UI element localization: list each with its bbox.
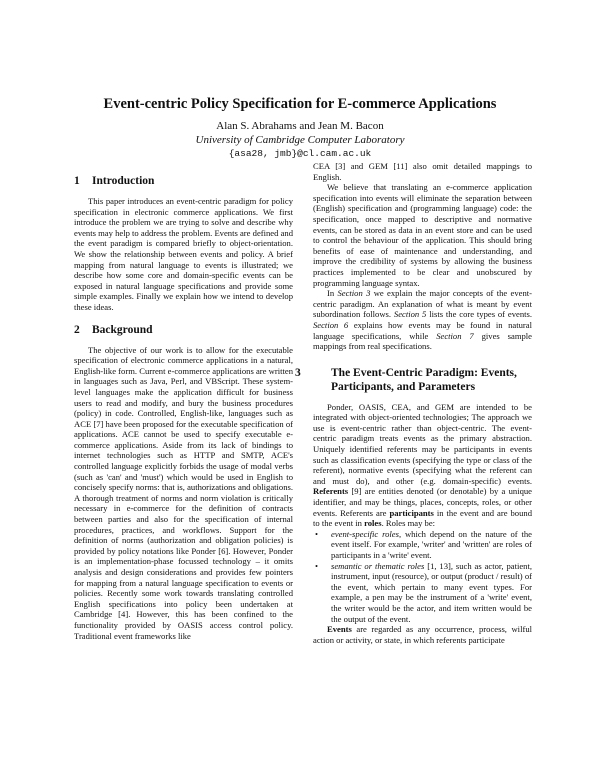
background-paragraph: The objective of our work is to allow for the executable specification of electronic commerce applications in a natural, English-like form. Current e-commerce applications are written in languages such as Java, Perl, and VBScript. These system-level languages make the application difficult for business users to read and modify, and bury the business procedures (policy) in code. Controlled, English-like, languages such as ACE [7] have been proposed for the executable specification of applications. ACE cannot be used to specify executable e-commerce applications. Aside from its lack of bindings to internet technologies such as HTTP and SMTP, ACE's controlled language explicitly forbids the usage of modal verbs (such as 'can' and 'must') which would be used in English to concisely specify norms: that is, authorizations and obligations. A thorough treatment of norms and norm violation is critically necessary in e-commerce for the definition of contracts between parties and also for the specification of internal procedures, practices, and workflows. Support for the definition of norms (authorization and obligation policies) is provided by policy notations like Ponder [6]. However, Ponder is an implementation-phase focussed technology – it omits analysis and design considerations and provides few pointers for mapping from a natural language specification to events or policies. Recently some work towards translating controlled English specifications into policy been undertaken at Cambridge [4]. However, this has been confined to the functionality provided by OASIS access control policy. Traditional event frameworks like (74, 344, 293, 641)
paper-authors: Alan S. Abrahams and Jean M. Bacon (216, 120, 384, 132)
term-events: Events (327, 624, 352, 635)
section-3-heading (295, 366, 532, 394)
background-paragraph-2: We believe that translating an e-commerce application specification into events will eliminate the separation between (English) specification and (programming language) code: the specification, once mapped to descriptive and normative events, can be stored as data in an event store and can be used to control the behaviour of the application. This should bring benefits of ease of maintenance and understanding, and improve the credibility of systems by allowing the business practices implemented to be clear and unobscured by programming language syntax. (313, 182, 532, 288)
left-column (74, 174, 293, 641)
term-participants: participants (389, 507, 434, 518)
paradigm-paragraph-1: Ponder, OASIS, CEA, and GEM are intended to be integrated with object-oriented technologies; The approach we use is event-centric rather than object-centric. The event-centric paradigm treats events as the primary abstraction. Uniquely identified referents may be participants in events such as classification events (specifying the type or class of the referent), normative events (specifying what the referent can and must do), and other (e.g. domain-specific) events. Referents [9] are entities denoted (or denotable) by a unique identifier, and may be things, places, concepts, roles, or other events. Referents are participants in the event and are bound to the event in roles. Roles may be: (313, 401, 532, 529)
intro-paragraph: This paper introduces an event-centric paradigm for policy specification in electronic commerce applications. We first introduce the problem we are trying to solve and describe why events may help to address the problem. Events are defined and the event paradigm is compared briefly to object-orientation. We show the relationship between events and policy. A brief mapping from natural language to events is illustrated; we describe how some core and domain-specific events can be exposed in natural language specifications and provide some simple examples. Finally we explain how we intend to develop these ideas. (74, 196, 293, 312)
role-term: event-specific roles (331, 528, 399, 539)
section-1-heading (74, 174, 293, 188)
list-item: • semantic or thematic roles [1, 13], such as actor, patient, instrument, input (resource), or output (product / result) of the event, which pertain to many event types. For example, a pen may be the instrument of a 'write' event, the writer would be the actor, and item written would be the output of the event. (315, 560, 532, 624)
term-roles: roles (364, 518, 382, 529)
section-number: 3 (295, 366, 301, 379)
section-2-heading (74, 323, 293, 337)
section-ref: Section 3 (337, 288, 371, 299)
term-referents: Referents (313, 486, 349, 497)
section-number: 2 (74, 323, 80, 336)
background-paragraph-3: In Section 3 we explain the major concepts of the event-centric paradigm. An explanation of what is meant by event subordination follows. Section 5 lists the core types of events. Section 6 explains how events may be found in natural language specifications, while Section 7 gives sample mappings from real specifications. (313, 288, 532, 352)
section-title: Background (92, 323, 153, 336)
role-term: semantic or thematic roles (331, 560, 425, 571)
paper-affiliation: University of Cambridge Computer Laboratory (195, 134, 405, 146)
roles-list (313, 529, 532, 624)
section-title: Introduction (92, 175, 155, 187)
paper-email: {asa28, jmb}@cl.cam.ac.uk (228, 148, 372, 159)
right-column (295, 161, 532, 645)
section-ref: Section 5 (393, 309, 427, 320)
section-title: The Event-Centric Paradigm: Events, Participants, and Parameters (331, 366, 517, 393)
list-item: • event-specific roles, which depend on the nature of the event itself. For example, 'writer' and 'written' are roles of participants in a 'write' event. (315, 528, 532, 560)
background-continuation: CEA [3] and GEM [11] also omit detailed mappings to English. (313, 161, 532, 182)
section-ref: Section 7 (436, 330, 474, 341)
bullet-icon: • (315, 528, 319, 539)
section-ref: Section 6 (313, 319, 349, 330)
paper-title: Event-centric Policy Specification for E-commerce Applications (103, 96, 497, 112)
paradigm-paragraph-2: Events are regarded as any occurrence, process, wilful action or activity, or state, in which referents participate (313, 624, 532, 645)
section-number: 1 (74, 175, 80, 187)
bullet-icon: • (315, 560, 319, 571)
